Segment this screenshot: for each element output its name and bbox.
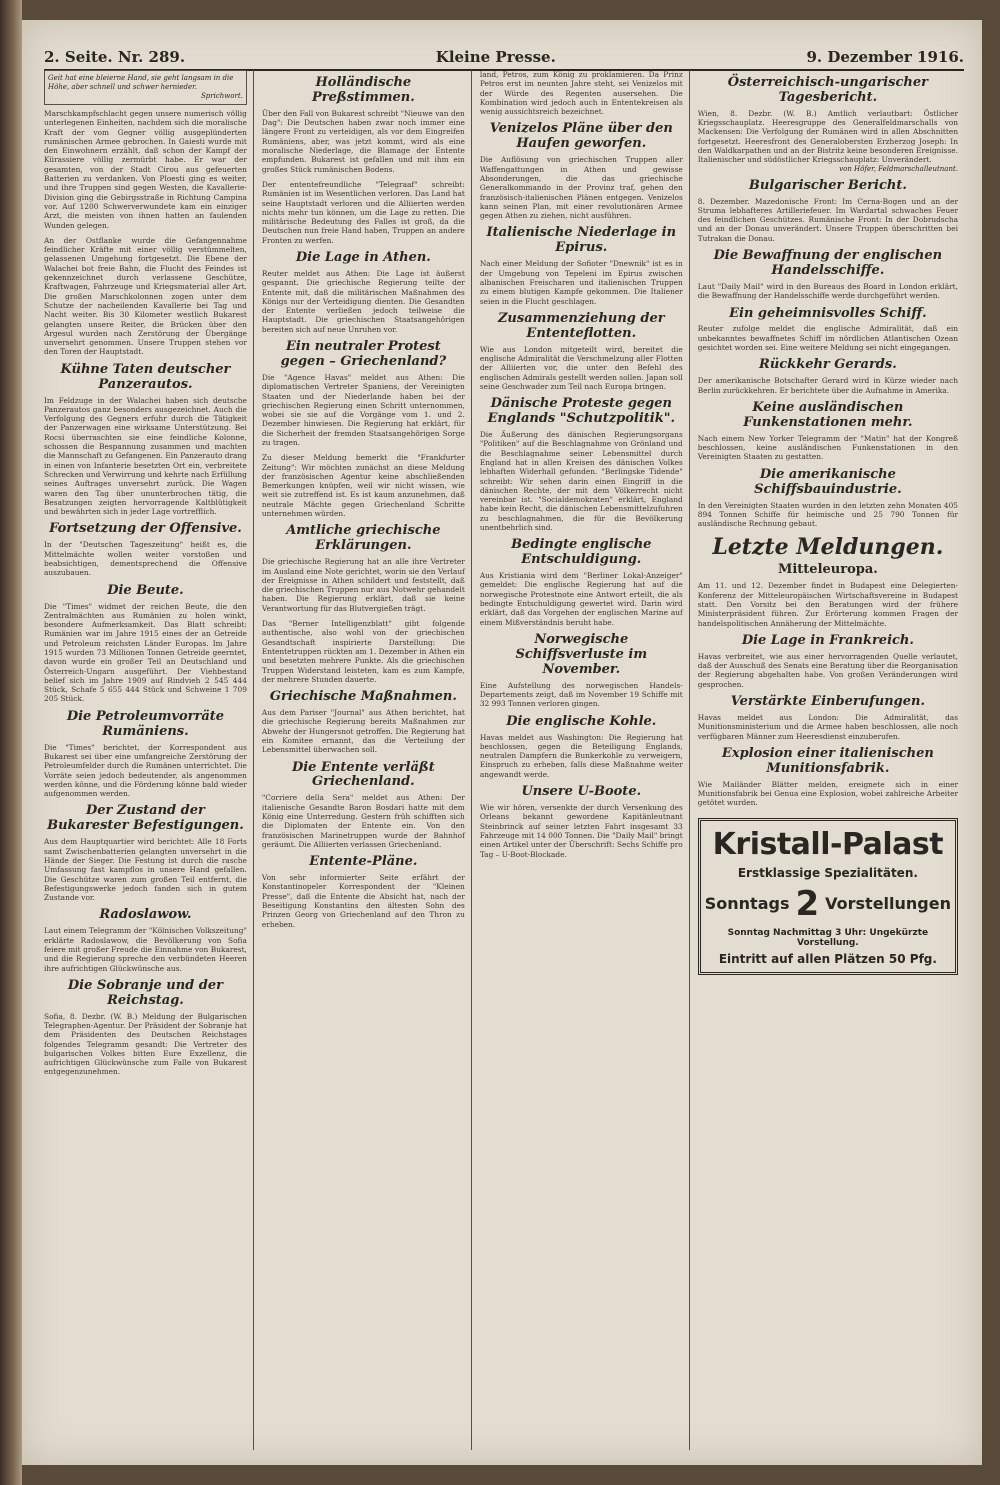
article <box>698 179 958 243</box>
article-body: Das "Berner Intelligenzblatt" gibt folgende authentische, also wohl von der griechischen Gesandtschaft inspirierte Darstellung: Die Ententetruppen rückten am 1. Dezember in Athen ein und besetzten mehrere Punkte. Als die griechischen Truppen Widerstand leisteten, kam es zum Kampfe, der mehrere Stunden dauerte. <box>261 619 465 684</box>
article-body: Havas meldet aus London: Die Admiralität, das Munitionsministerium und die Armee haben beschlossen, alle noch verfügbaren Männer zum Heeresdienst einzuberufen. <box>697 712 958 741</box>
article-headline: Holländische Preßstimmen. <box>311 75 415 105</box>
article <box>44 236 247 357</box>
article-headline: Die Beute. <box>107 582 184 598</box>
article-headline: Griechische Maßnahmen. <box>269 689 457 705</box>
article-body: Zu dieser Meldung bemerkt die "Frankfurter Zeitung": Wir möchten zunächst an diese Meldung der französischen Agentur keine abschließenden Bemerkungen knüpfen, weil wir nicht wissen, wie weit sie zutreffend ist. Es ist kaum anzunehmen, daß neutrale Mächte gegen Griechenland Schritte unternehmen würden. <box>261 453 465 519</box>
article <box>262 453 465 518</box>
article-headline: Bedingte englische Entschuldigung. <box>511 537 652 568</box>
article <box>480 538 683 627</box>
article <box>480 122 683 220</box>
article-headline: Die Sobranje und der Reichstag. <box>67 977 224 1008</box>
article-headline: Verstärkte Einberufungen. <box>730 694 925 710</box>
article <box>698 401 958 462</box>
motto-attribution: Sprichwort. <box>201 92 243 100</box>
article-headline: Die Lage in Frankreich. <box>741 632 914 648</box>
ad-title: Kristall-Palast <box>712 826 944 862</box>
ad-shows-row <box>705 884 951 924</box>
book-binding <box>0 0 22 1485</box>
article-body: Laut einem Telegramm der "Kölnischen Volkszeitung" erklärte Radoslawow, die Bevölkerung von Sofia feiere mit großer Freude die Einnahme von Bukarest, und die Regierung spreche den verbündeten Heeren ihre aufrichtigen Glückwünsche aus. <box>44 926 247 973</box>
article-body: "Corriere della Sera" meldet aus Athen: Der italienische Gesandte Baron Bosdari hatte mit dem König eine Unterredung. Gestern früh schifften sich die Diplomaten der Entente ein. Von den französischen Marinetruppen wurde der Bahnhof geräumt. Die Alliierten verlassen Griechenland. <box>261 793 465 849</box>
article <box>262 180 465 245</box>
article-signature: von Höfer, Feldmarschalleutnant. <box>839 164 958 173</box>
article-body: Die "Agence Havas" meldet aus Athen: Die diplomatischen Vertreter Spaniens, der Vereinigten Staaten und der Niederlande haben bei der griechischen Regierung einen Schritt unternommen, wobei sie sie auf die Vorgänge vom 1. und 2. Dezember hinwiesen. Die Regierung hat erklärt, für die Sicherheit der fremden Staatsangehörigen Sorge zu tragen. <box>261 372 465 447</box>
article-body: Aus dem Hauptquartier wird berichtet: Alle 18 Forts samt Zwischenbatterien gelangten unversehrt in die Hände der Sieger. Die Festung ist durch die rasche Umfassung fast kampflos in unsere Hand gefallen. Die Geschütze waren zum großen Teil entfernt, die Befestigungswerke jedoch fanden sich in gutem Zustande vor. <box>44 837 247 903</box>
article-body: Sofia, 8. Dezbr. (W. B.) Meldung der Bulgarischen Telegraphen-Agentur. Der Präsident der Sobranje hat dem Präsidenten des Deutschen Reichstages folgendes Telegramm gesandt: Die Vertreter des bulgarischen Volkes bitten Eure Exzellenz, die aufrichtigen Glückwünsche zum Falle von Bukarest entgegenzunehmen. <box>44 1011 247 1077</box>
article <box>44 522 247 577</box>
article-headline: Amtliche griechische Erklärungen. <box>286 523 441 554</box>
article-body: Nach einer Meldung der Sofioter "Dnewnik" ist es in der Umgebung von Tepeleni im Epirus zwischen albanischen Freischaren und italienischen Truppen zu einem blutigen Kampfe gekommen. Die Italiener seien in die Flucht geschlagen. <box>479 259 683 306</box>
article-headline: Die Entente verläßt Griechenland. <box>291 759 435 790</box>
latest-news <box>698 534 958 627</box>
article-headline: Bulgarischer Bericht. <box>748 177 907 193</box>
ad-shows: Vorstellungen <box>825 894 951 914</box>
article-headline: Unsere U-Boote. <box>521 784 642 800</box>
article <box>480 226 683 305</box>
ad-number: 2 <box>795 883 820 924</box>
latest-news-subtitle: Mitteleuropa. <box>777 562 878 578</box>
article <box>480 70 683 116</box>
article <box>480 785 683 859</box>
article-headline: Ein geheimnisvolles Schiff. <box>729 305 927 321</box>
article-body: Über den Fall von Bukarest schreibt "Nieuwe van den Dag": Die Deutschen haben zwar noch immer eine längere Front zu verteidigen, als vor dem Eingreifen Rumäniens, aber, was jetzt kommt, wird als eine moralische Niederlage, die Blamage der Entente empfunden. Bukarest ist gefallen und mit ihm ein großes Stück rumänischen Bodens. <box>261 108 465 174</box>
kristall-palast-ad <box>698 818 958 975</box>
article-headline: Die Lage in Athen. <box>295 250 431 266</box>
newspaper-title: Kleine Presse. <box>435 48 556 66</box>
article <box>44 710 247 799</box>
article-body: Die "Times" widmet der reichen Beute, die den Zentralmächten aus Rumänien zu holen winkt, besondere Aufmerksamkeit. Das Blatt schreibt: Rumänien war im Jahre 1915 eines der an Getreide und Petroleum reichsten Länder Europas. Im Jahre 1915 wurden 73 Millionen Tonnen Getreide geerntet, davon wurde ein großer Teil an Deutschland und Österreich-Ungarn ausgeführt. Der Viehbestand belief sich im Jahre 1909 auf Rindvieh 2 545 444 Stück, Schafe 5 655 444 Stück und Schweine 1 709 205 Stück. <box>44 601 247 704</box>
article-headline: Zusammenziehung der Ententeflotten. <box>497 310 665 341</box>
article-body: Reuter meldet aus Athen: Die Lage ist äußerst gespannt. Die griechische Regierung teilte der Entente mit, daß die militärischen Maßnahmen des Königs nur der Verteidigung dienten. Die Gesandten der Entente verließen jedoch teilweise die Hauptstadt. Die griechischen Staatsangehörigen bereiten sich auf neue Unruhen vor. <box>261 268 465 334</box>
article <box>698 747 958 808</box>
article-body: In den Vereinigten Staaten wurden in den letzten zehn Monaten 405 894 Tonnen Schiffe für heimische und 25 790 Tonnen für ausländische Rechnung gebaut. <box>697 500 958 529</box>
article-body: Von sehr informierter Seite erfährt der Konstantinopeler Korrespondent der "Kleinen Presse", daß die Entente die Absicht hat, nach der Beseitigung Konstantins den ältesten Sohn des Prinzen Georg von Griechenland auf den Thron zu erheben. <box>261 873 465 929</box>
article-body: Der amerikanische Botschafter Gerard wird in Kürze wieder nach Berlin zurückkehren. Er berichtete über die Aufnahme in Amerika. <box>697 376 958 395</box>
article <box>480 715 683 779</box>
ad-sundays: Sonntags <box>704 894 790 914</box>
page-date: 9. Dezember 1916. <box>806 48 964 66</box>
article <box>698 307 958 353</box>
latest-news-title: Letzte Meldungen. <box>712 534 944 561</box>
article-headline: Die amerikanische Schiffsbauindustrie. <box>754 466 902 497</box>
article-headline: Norwegische Schiffsverluste im November. <box>515 631 648 677</box>
article-body: Die "Times" berichtet, der Korrespondent aus Bukarest sei über eine umfangreiche Zerstörung der Petroleumfelder durch die Rumänen unterrichtet. Die Vorräte seien jedoch bedeutender, als angenommen werden könne, und die Förderung könne bald wieder aufgenommen werden. <box>44 742 247 799</box>
article <box>44 109 247 230</box>
article-body: Reuter zufolge meldet die englische Admiralität, daß ein unbekanntes bewaffnetes Schiff im nördlichen Atlantischen Ozean gesichtet worden sei. Eine weitere Meldung sei nicht eingegangen. <box>697 324 958 353</box>
article-body: Aus Kristiania wird dem "Berliner Lokal-Anzeiger" gemeldet: Die englische Regierung hat auf die norwegische Protestnote eine Antwort erteilt, die als bedingte Entschuldigung gewertet wird. Darin wird erklärt, daß das Vorgehen der englischen Marine auf einem Mißverständnis beruht habe. <box>479 571 683 627</box>
article <box>44 363 247 517</box>
ad-price: Eintritt auf allen Plätzen 50 Pfg. <box>718 951 937 966</box>
page-header <box>44 36 964 71</box>
article-headline: Die Petroleumvorräte Rumäniens. <box>66 708 225 739</box>
article <box>698 695 958 741</box>
article <box>480 397 683 532</box>
article-headline: Venizelos Pläne über den Haufen geworfen. <box>489 121 673 152</box>
article-body: Die Äußerung des dänischen Regierungsorgans "Politiken" auf die Beschlagnahme von Grönland und die Beschlagnahme seiner Lebensmittel durch England hat in allen Kreisen des dänischen Volkes lebhaften Widerhall gefunden. "Berlingske Tidende" schreibt: Wir sehen darin einen Eingriff in die dänischen Rechte, der mit dem Völkerrecht nicht vereinbar ist. "Socialdemokraten" erklärt, England habe kein Recht, die dänischen Lebensmittelzufuhren zu beschlagnahmen, die für die Bevölkerung unentbehrlich sind. <box>479 430 683 532</box>
ad-subtitle: Erstklassige Spezialitäten. <box>737 865 918 880</box>
article-body: Eine Aufstellung des norwegischen Handels-Departements zeigt, daß im November 19 Schiffe mit 32 993 Tonnen verloren gingen. <box>479 680 683 709</box>
article-body: Wie wir hören, versenkte der durch Versenkung des Orleans bekannt gewordene Kapitänleutnant Steinbrinck auf seiner letzten Fahrt insgesamt 33 Fahrzeuge mit 14 000 Tonnen. Die "Daily Mail" bringt einen Artikel unter der Überschrift: Sechs Schiffe pro Tag – U-Boot-Blockade. <box>479 803 683 859</box>
article-body: land, Petros, zum König zu proklamieren. Da Prinz Petros erst im neunten Jahre steht, sei Venizelos mit der Würde des Regenten ausersehen. Die Kombination wird jedoch auch in Ententekreisen als wenig aussichtsreich bezeichnet. <box>479 70 683 117</box>
article-body: 8. Dezember. Mazedonische Front: Im Cerna-Bogen und an der Struma lebhafteres Artilleriefeuer. Im Wardartal schwaches Feuer des feindlichen Geschützes. Rumänische Front: In der Dobrudscha und an der Donau unverändert. Unsere Truppen überschritten bei Tutrakan die Donau. <box>697 196 958 243</box>
column-3 <box>480 70 690 1450</box>
article-body: Havas verbreitet, wie aus einer hervorragenden Quelle verlautet, daß der Ausschuß des Senats eine Beratung über die Reorganisation der Regierung abgehalten habe. Von großen Veränderungen wird gesprochen. <box>697 651 958 689</box>
article-body: Laut "Daily Mail" wird in den Bureaus des Board in London erklärt, die Bewaffnung der Handelsschiffe werde durchgeführt werden. <box>697 281 958 301</box>
article <box>262 690 465 754</box>
column-4-bottom <box>698 634 958 808</box>
article-body: An der Ostflanke wurde die Gefangennahme feindlicher Kräfte mit einer völlig verstümmelten, gelassenen Umgehung fortgesetzt. Die Ebene der Walachei bot freie Bahn, die Flucht des Feindes ist gekennzeichnet durch verlassene Geschütze, Kraftwagen, Fahrzeuge und Kriegsmaterial aller Art. Die großen Marschkolonnen zogen unter dem Schutze der nacheilenden Kavallerie bei Tag und Nacht weiter. Bis 30 Kilometer westlich Bukarest gelangten unsere Reiter, die Brücken über den Argesul wurden nach Zerstörung der Übergänge unversehrt genommen. Unsere Truppen stehen vor den Toren der Hauptstadt. <box>44 235 247 357</box>
article <box>262 619 465 684</box>
column-2 <box>262 70 472 1450</box>
article-body: Wie aus London mitgeteilt wird, bereitet die englische Admiralität die Verschmelzung aller Flotten der Alliierten vor, die unter den Befehl des englischen Admirals gestellt werden sollen. Japan soll seine Geschwader zum Teil nach Europa bringen. <box>479 344 683 391</box>
article-body: Nach einem New Yorker Telegramm der "Matin" hat der Kongreß beschlossen, keine ausländischen Funkenstationen in den Vereinigten Staaten zu gestatten. <box>697 433 958 462</box>
article-body: In der "Deutschen Tageszeitung" heißt es, die Mittelmächte wollen weiter vorstoßen und beabsichtigen, dementsprechend die Offensive auszubauen. <box>44 540 247 578</box>
column-4-top <box>698 76 958 528</box>
article-headline: Österreichisch-ungarischer Tagesbericht. <box>727 75 928 105</box>
article-body: Wien, 8. Dezbr. (W. B.) Amtlich verlautbart: Östlicher Kriegsschauplatz. Heeresgruppe des Generalfeldmarschalls von Mackensen: Die Verfolgung der Rumänen wird in allen Abschnitten fortgesetzt. Heeresfront des Generalobersten Erzherzog Joseph: In den Waldkarpathen und an der Bistritz keine besonderen Ereignisse. Italienischer und südöstlicher Kriegsschauplatz: Unverändert. <box>697 108 958 165</box>
article-headline: Die englische Kohle. <box>506 713 657 729</box>
article <box>262 251 465 334</box>
article-headline: Radoslawow. <box>99 907 192 923</box>
article <box>44 908 247 972</box>
article-headline: Explosion einer italienischen Munitionsfabrik. <box>721 745 934 776</box>
article-body: Marschkampfschlacht gegen unsere numerisch völlig unterlegenen Einheiten, nachdem sich die moralische Kraft der vom Gegner völlig ausgeplünderten rumänischen Armee gebrochen. In Gaiesti wurde mit den Einwohnern erzählt, daß schon der Kampf der Kürassiere völlig zermürbt habe. Er war der gesamten, von der Stadt Cirou aus gefeuerten Batterien zu verdanken. Von Ploesti ging es weiter, und ihre Truppen sind gegen Westen, die Kavallerie-Division ging die Gebirgsstraße in Richtung Campina vor. Auf 1200 Schwerverwundete kam ein einziger Arzt, die meisten von ihnen hatten an faulenden Wunden gelegen. <box>44 109 247 230</box>
article <box>480 312 683 391</box>
article <box>262 761 465 850</box>
article <box>262 340 465 447</box>
article <box>262 524 465 613</box>
article-headline: Fortsetzung der Offensive. <box>49 521 242 537</box>
article <box>698 468 958 529</box>
column-1 <box>44 70 254 1450</box>
article-headline: Keine ausländischen Funkenstationen mehr. <box>743 399 913 430</box>
article <box>262 855 465 929</box>
article-headline: Entente-Pläne. <box>309 854 418 870</box>
article <box>698 634 958 689</box>
article <box>44 979 247 1077</box>
latest-news-body: Am 11. und 12. Dezember findet in Budapest eine Delegierten-Konferenz der Mitteleuropäischen Wirtschaftsvereine in Budapest statt. Den Vorsitz bei den Beratungen wird der frühere Ministerpräsident führen. Zur Erörterung kommen Fragen der handelspolitischen Annäherung der Mittelmächte. <box>697 581 958 628</box>
article-body: Die Auflösung von griechischen Truppen aller Waffengattungen in Athen und gewisse Absonderungen, die das griechische Generalkommando in der Provinz traf, gehen den französisch-italienischen Plänen entgegen. Venizelos kann seinen Plan, mit einer revolutionären Armee gegen Athen zu ziehen, nicht ausführen. <box>479 155 683 221</box>
article-headline: Der Zustand der Bukarester Befestigungen. <box>47 803 244 834</box>
page-number: 2. Seite. Nr. 289. <box>44 48 186 66</box>
article <box>698 358 958 395</box>
article <box>480 633 683 709</box>
article-body: Aus dem Pariser "Journal" aus Athen berichtet, hat die griechische Regierung bereits Maßnahmen zur Abwehr der Hungersnot getroffen. Die Regierung hat ein Komitee ernannt, das die Verteilung der Lebensmittel überwachen soll. <box>261 708 465 755</box>
article-body: Havas meldet aus Washington: Die Regierung hat beschlossen, gegen die Beteiligung Englands, neutralen Dampfern die Bunkerkohle zu verweigern, Einspruch zu erheben, falls diese Maßnahme weiter angewandt werde. <box>479 732 683 779</box>
motto-box <box>44 70 247 105</box>
column-4 <box>698 70 964 1450</box>
article <box>44 804 247 902</box>
article-headline: Ein neutraler Protest gegen – Griechenland? <box>280 339 447 369</box>
article-headline: Italienische Niederlage in Epirus. <box>486 225 677 256</box>
ad-afternoon: Sonntag Nachmittag 3 Uhr: Ungekürzte Vorstellung. <box>727 927 929 948</box>
article-headline: Dänische Proteste gegen Englands "Schutzpolitik". <box>487 396 676 427</box>
article-columns <box>44 70 964 1450</box>
article <box>262 76 465 174</box>
article <box>44 584 247 704</box>
article-body: Wie Mailänder Blätter melden, ereignete sich in einer Munitionsfabrik bei Genua eine Explosion, wobei zahlreiche Arbeiter getötet wurden. <box>697 779 958 808</box>
article-headline: Rückkehr Gerards. <box>759 357 897 373</box>
article <box>698 76 958 173</box>
article <box>698 249 958 300</box>
article-body: Die griechische Regierung hat an alle ihre Vertreter im Ausland eine Note gerichtet, worin sie den Verlauf der Ereignisse in Athen schildert und feststellt, daß die griechischen Truppen nur aus Notwehr gehandelt haben. Die Regierung erklärt, daß sie keine Verantwortung für das Blutvergießen trägt. <box>261 557 465 613</box>
article-body: Im Feldzuge in der Walachei haben sich deutsche Panzerautos ganz besonders ausgezeichnet. Auch die Verfolgung des Gegners erfuhr durch die Tätigkeit der Panzerwagen eine wirksame Unterstützung. Bei Rocsi überraschten sie eine feindliche Kolonne, schossen die Bespannung zusammen und machten die Mannschaft zu Gefangenen. Ein Panzerauto drang in einen von Infanterie besetzten Ort ein, verbreitete Schrecken und Verwirrung und kehrte nach Erfüllung seines Auftrages unversehrt zurück. Die Wagen waren den Tag über ununterbrochen tätig, die Besatzungen zeigten hervorragende Kaltblütigkeit und bewährten sich in jeder Lage vortrefflich. <box>44 395 247 517</box>
article-body: Der ententefreundliche "Telegraaf" schreibt: Rumänien ist im Wesentlichen verloren. Das Land hat seine Hauptstadt verloren und die Alliierten werden nichts mehr tun können, um die Lage zu retten. Die militärische Bedeutung des Falles ist groß, da die Deutschen nun freie Hand haben, Truppen an andere Fronten zu werfen. <box>261 179 465 245</box>
motto-text: Geit hat eine bleierne Hand, sie geht langsam in die Höhe, aber schnell und schwer hernieder. <box>48 74 234 91</box>
article-headline: Kühne Taten deutscher Panzerautos. <box>60 361 231 392</box>
article-headline: Die Bewaffnung der englischen Handelsschiffe. <box>713 248 943 279</box>
